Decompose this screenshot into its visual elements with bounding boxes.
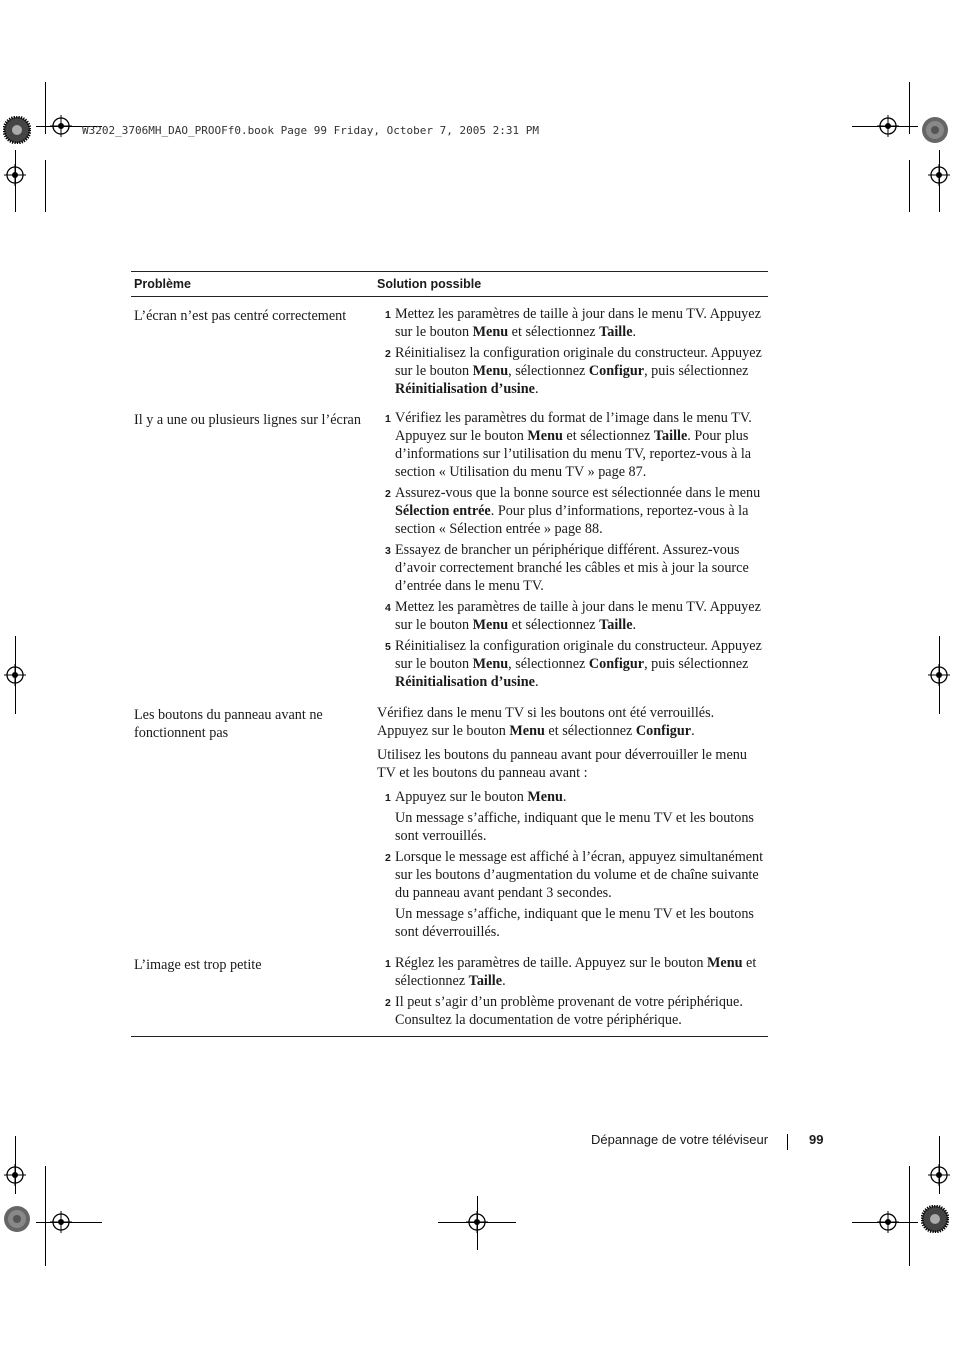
table-header [131,272,768,296]
problem-cell: L’image est trop petite [134,957,262,973]
solution-cell [377,409,768,694]
step-number: 5 [385,641,391,653]
table-bottom-rule [131,1036,768,1037]
starburst-target-icon [921,1205,949,1233]
crosshair-icon [466,1211,488,1233]
solution-step: 1 Appuyez sur le bouton Menu. [385,789,567,805]
page-footer [591,1132,824,1147]
column-header-solution: Solution possible [377,277,482,291]
crosshair-icon [4,664,26,686]
color-bar-disc-icon [3,1205,31,1233]
step-number: 2 [385,852,391,864]
table-row [131,297,768,401]
crosshair-icon [4,1164,26,1186]
problem-cell: Il y a une ou plusieurs lignes sur l’écran [134,412,361,428]
running-head: W3202_3706MH_DAO_PROOFf0.book Page 99 Friday, October 7, 2005 2:31 PM [82,124,539,137]
page-number: 99 [809,1132,824,1147]
solution-step: 3 Essayez de brancher un périphérique différent. Assurez-vous d’avoir correctement branché les câbles et mis à jour la source d’entrée dans le menu TV. [385,542,749,594]
table-row [131,944,768,1036]
step-number: 1 [385,958,391,970]
step-note: Un message s’affiche, indiquant que le menu TV et les boutons sont verrouillés. [395,810,754,844]
solution-step: 2 Lorsque le message est affiché à l’écran, appuyez simultanément sur les boutons d’augmentation du volume et de chaîne suivante du panneau avant pendant 3 secondes. [385,849,764,901]
troubleshooting-table [131,271,768,1037]
step-note: Un message s’affiche, indiquant que le menu TV et les boutons sont déverrouillés. [395,906,754,940]
crosshair-icon [50,1211,72,1233]
table-row [131,401,768,694]
table-row [131,694,768,944]
solution-step: 2 Il peut s’agir d’un problème provenant de votre périphérique. Consultez la documentation de votre périphérique. [385,994,743,1028]
crosshair-icon [50,115,72,137]
crosshair-icon [928,164,950,186]
step-number: 3 [385,545,391,557]
step-number: 2 [385,488,391,500]
solution-step: 2 Assurez-vous que la bonne source est sélectionnée dans le menu Sélection entrée. Pour plus d’informations, reportez-vous à la section « Sélection entrée » page 88. [385,485,761,537]
solution-paragraph: Vérifiez dans le menu TV si les boutons ont été verrouillés. Appuyez sur le bouton Menu et sélectionnez Configur. [377,705,715,739]
solution-step: 1 Réglez les paramètres de taille. Appuyez sur le bouton Menu et sélectionnez Taille. [385,955,757,989]
crosshair-icon [877,1211,899,1233]
column-header-problem: Problème [134,277,191,291]
solution-step: 1 Mettez les paramètres de taille à jour dans le menu TV. Appuyez sur le bouton Menu et sélectionnez Taille. [385,306,761,340]
crosshair-icon [928,1164,950,1186]
solution-cell [377,954,768,1032]
footer-separator [787,1134,788,1150]
color-bar-disc-icon [921,116,949,144]
problem-cell: Les boutons du panneau avant ne fonctionnent pas [134,707,323,741]
crosshair-icon [4,164,26,186]
step-number: 1 [385,309,391,321]
starburst-target-icon [3,116,31,144]
solution-step: 1 Vérifiez les paramètres du format de l’image dans le menu TV. Appuyez sur le bouton Menu et sélectionnez Taille. Pour plus d’informations sur l’utilisation du menu TV, reportez-vous à la section « Utilisation du menu TV » page 87. [385,410,752,480]
crosshair-icon [877,115,899,137]
solution-cell [377,704,768,944]
solution-step: 5 Réinitialisez la configuration originale du constructeur. Appuyez sur le bouton Menu, sélectionnez Configur, puis sélectionnez Réinitialisation d’usine. [385,638,762,690]
step-number: 4 [385,602,391,614]
solution-step: 4 Mettez les paramètres de taille à jour dans le menu TV. Appuyez sur le bouton Menu et sélectionnez Taille. [385,599,761,633]
step-number: 2 [385,348,391,360]
footer-section-title: Dépannage de votre téléviseur [591,1132,769,1147]
table-body [131,297,768,1036]
step-number: 1 [385,413,391,425]
problem-cell: L’écran n’est pas centré correctement [134,308,347,324]
step-number: 1 [385,792,391,804]
solution-paragraph: Utilisez les boutons du panneau avant pour déverrouiller le menu TV et les boutons du panneau avant : [377,747,747,781]
solution-step: 2 Réinitialisez la configuration originale du constructeur. Appuyez sur le bouton Menu, sélectionnez Configur, puis sélectionnez Réinitialisation d’usine. [385,345,762,397]
solution-cell [377,305,768,401]
crosshair-icon [928,664,950,686]
step-number: 2 [385,997,391,1009]
